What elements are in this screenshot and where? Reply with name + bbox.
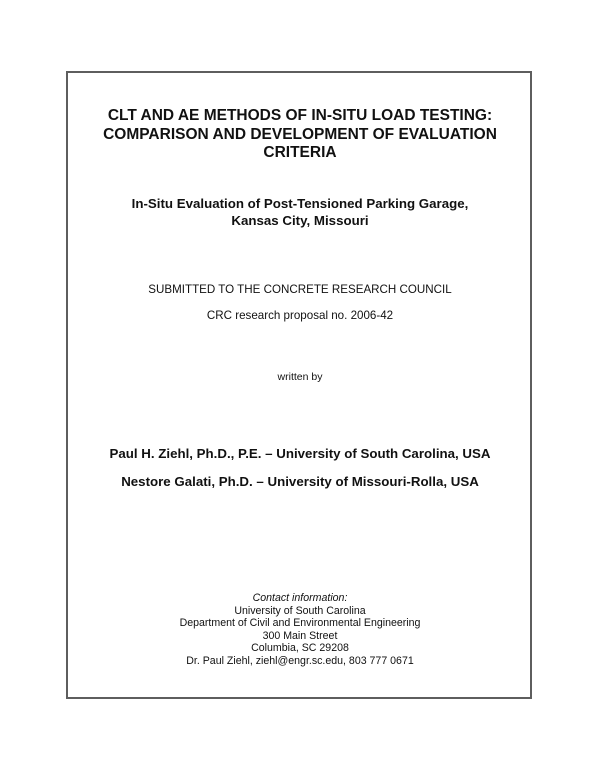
proposal-number: CRC research proposal no. 2006-42	[206, 309, 394, 322]
written-by-label: written by	[277, 371, 323, 383]
contact-heading: Contact information:	[252, 592, 348, 604]
title-line-1: CLT AND AE METHODS OF IN-SITU LOAD TESTING:	[107, 107, 493, 124]
subtitle-line-2: Kansas City, Missouri	[231, 213, 369, 228]
contact-line-city: Columbia, SC 29208	[251, 642, 349, 655]
subtitle-line-1: In-Situ Evaluation of Post-Tensioned Parking Garage,	[131, 196, 469, 211]
contact-line-street: 300 Main Street	[262, 629, 338, 642]
contact-line-person: Dr. Paul Ziehl, ziehl@engr.sc.edu, 803 777 0671	[186, 655, 414, 667]
author-1: Paul H. Ziehl, Ph.D., P.E. – University of South Carolina, USA	[109, 446, 491, 461]
author-2: Nestore Galati, Ph.D. – University of Missouri-Rolla, USA	[121, 474, 479, 489]
contact-line-university: University of South Carolina	[234, 604, 366, 617]
submitted-to: SUBMITTED TO THE CONCRETE RESEARCH COUNCIL	[148, 283, 452, 296]
title-line-3: CRITERIA	[263, 144, 337, 161]
contact-line-department: Department of Civil and Environmental Engineering	[179, 617, 421, 630]
title-line-2: COMPARISON AND DEVELOPMENT OF EVALUATION	[103, 125, 497, 143]
